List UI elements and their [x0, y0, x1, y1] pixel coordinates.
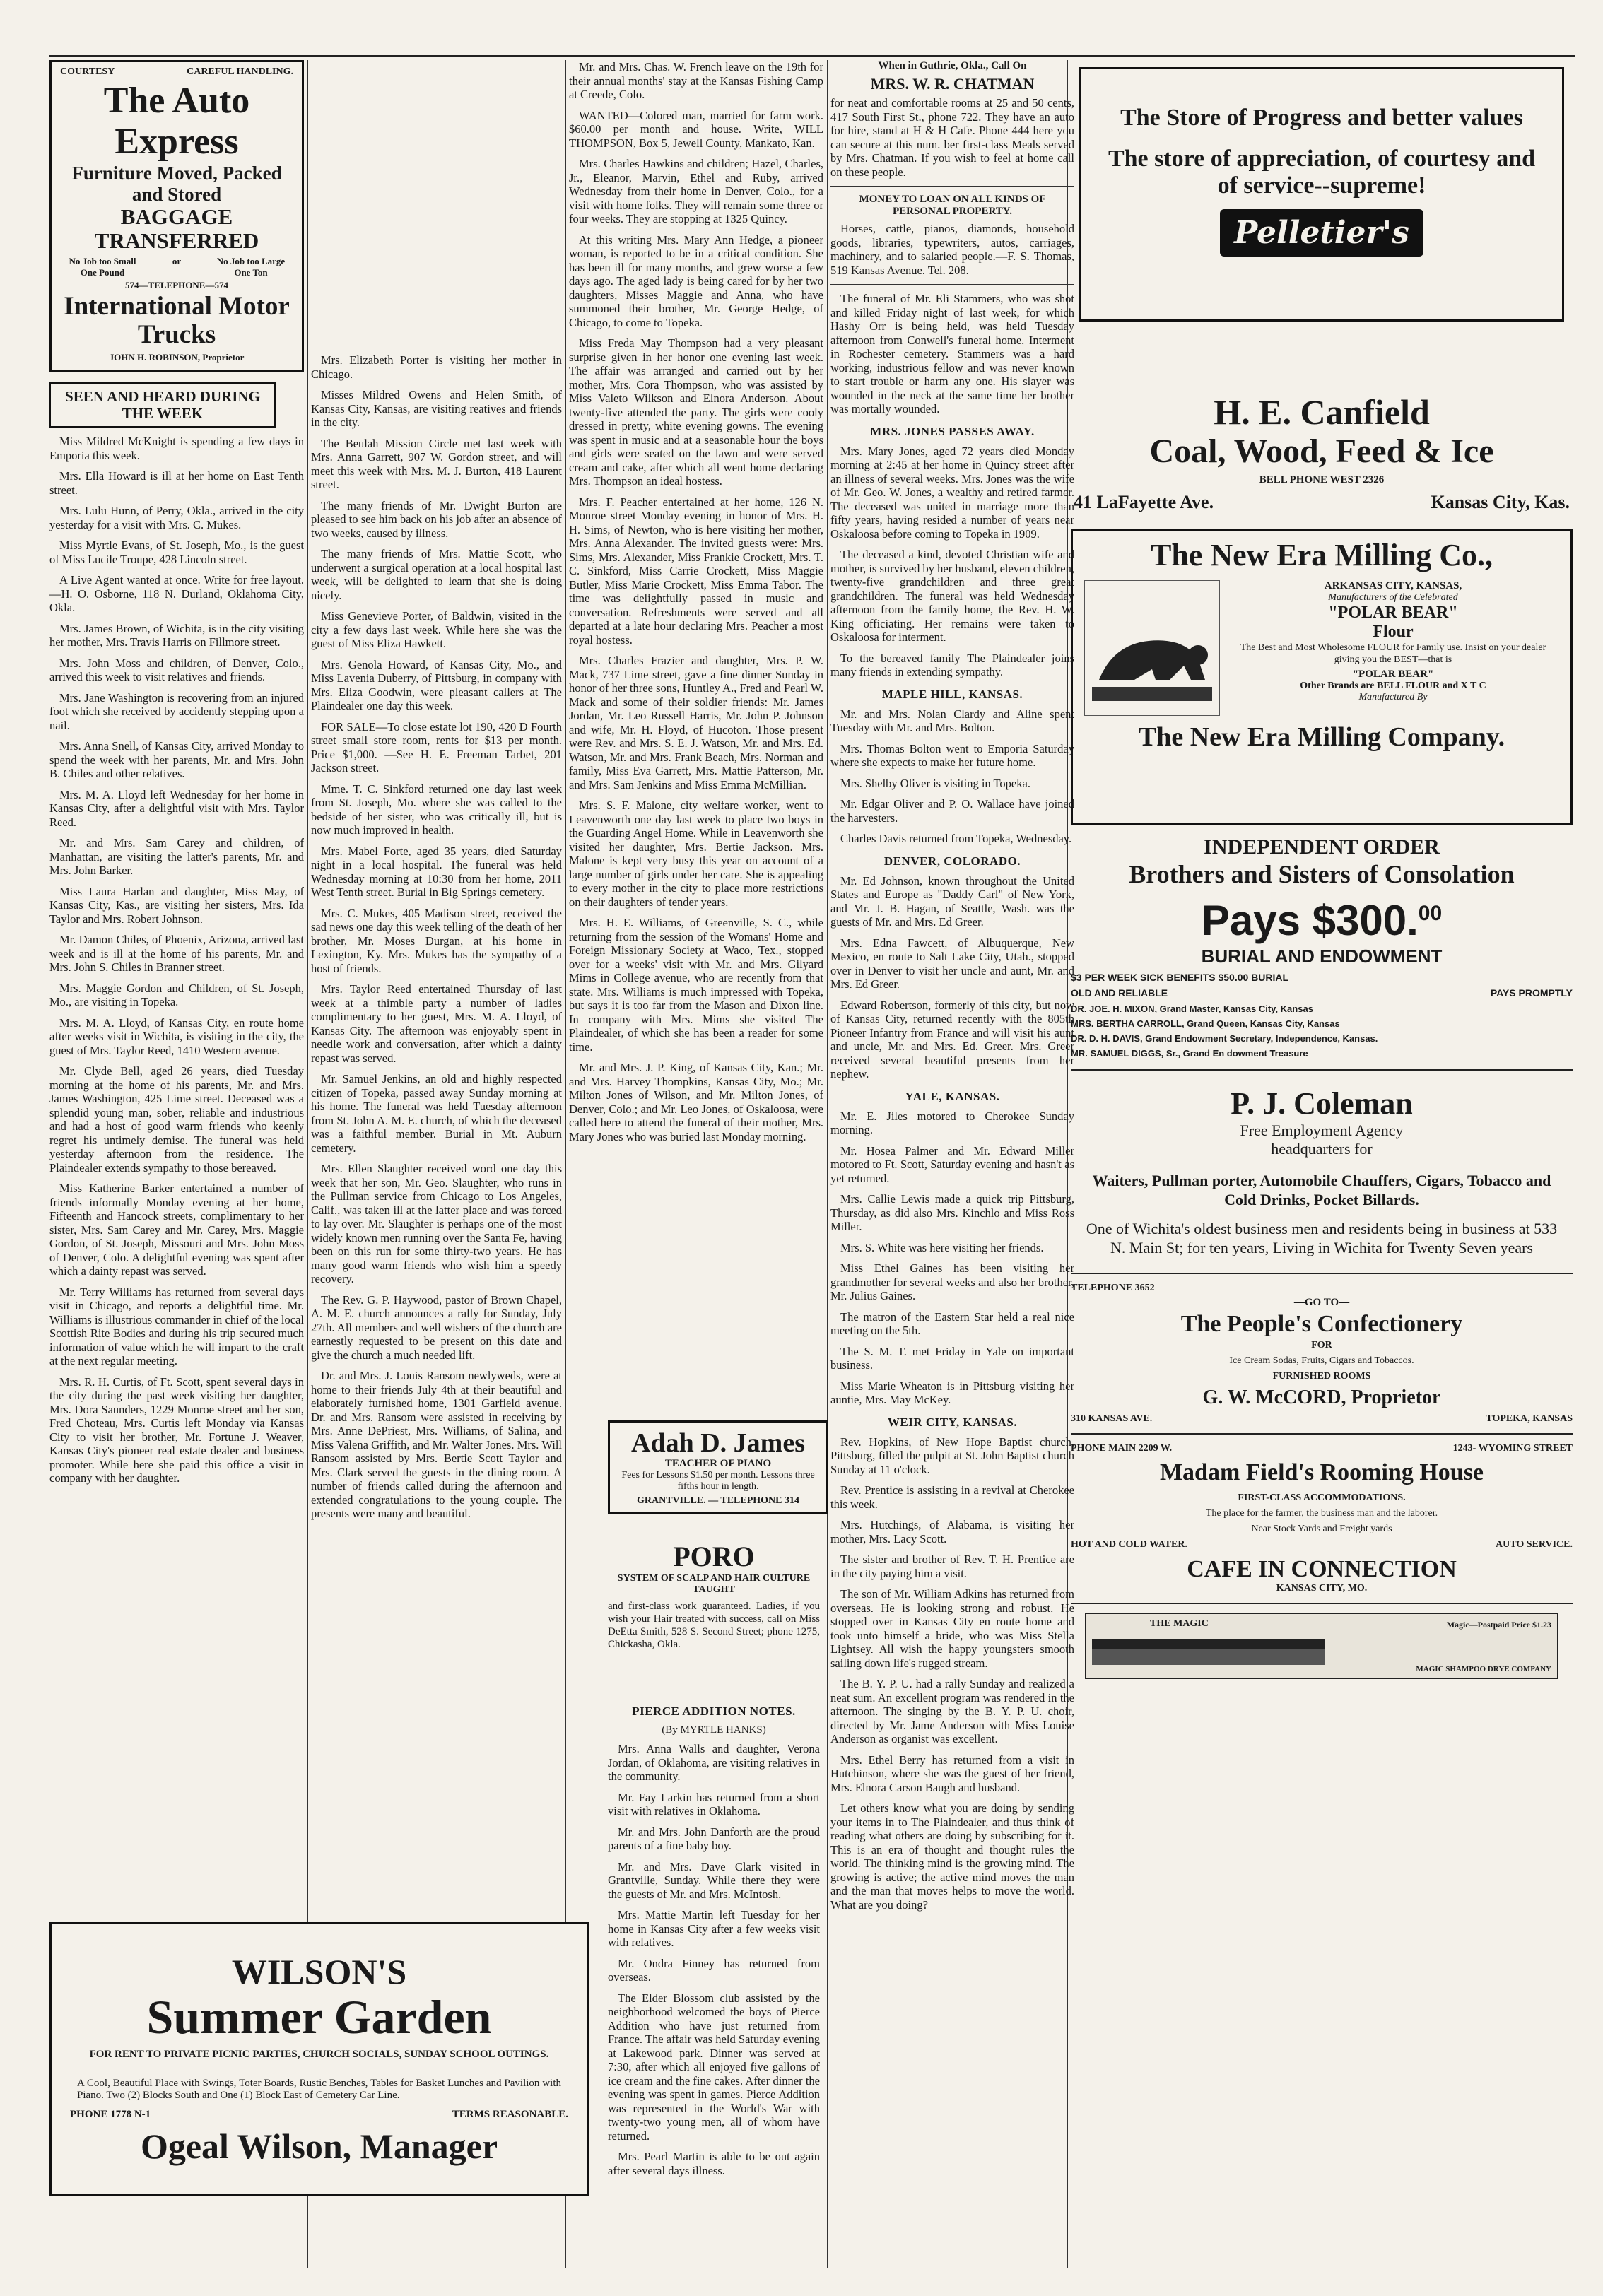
column-5 — [1071, 60, 1573, 2268]
conf-owner: G. W. McCORD, Proprietor — [1202, 1387, 1441, 1408]
news-item: The funeral of Mr. Eli Stammers, who was shot and killed Friday night of last week, for which Hashy Orr is being held, was held Tuesday afternoon from Conwell's funeral home. Interment in Rochester cemetery. Stammers was a hard working, industrious fellow and was never known to start trouble or harm any one. His slayer was wounded in the neck at the same time her brother was mortally wounded. — [830, 292, 1074, 416]
news-item: To the bereaved family The Plaindealer joins many friends in extending sympathy. — [830, 651, 1074, 678]
conf-telephone: TELEPHONE 3652 — [1071, 1283, 1155, 1293]
wilson-title: Summer Garden — [146, 1990, 492, 2044]
news-item: Mr. Ondra Finney has returned from overseas. — [608, 1956, 820, 1984]
pelletier-line1: The Store of Progress and better values — [1120, 105, 1523, 131]
canfield-city: Kansas City, Kas. — [1431, 492, 1570, 512]
divider — [830, 186, 1074, 187]
news-item: WANTED—Colored man, married for farm work. $60.00 per month and house. Write, WILL THOMPSON, Box 5, Jewell County, Mankato, Kan. — [569, 108, 823, 150]
pelletier-ad — [1079, 67, 1564, 322]
pelletier-logo: Pelletier's — [1220, 209, 1423, 257]
new-era-mfd: Manufactured By — [1358, 692, 1428, 702]
canfield-phone: BELL PHONE WEST 2326 — [1259, 474, 1385, 485]
news-item: Mr. and Mrs. J. P. King, of Kansas City, Kan.; Mr. and Mrs. Harvey Thompkins, Kansas City, Mo.; Mr. Milton Jones of Wilson, and Mr. Milton Jones, of Denver, Colo.; and Mr. Leo Jones, of Oskaloosa, were called here to attend the funeral of their mother, Mrs. Mary Jones who was buried last Monday morning. — [569, 1061, 823, 1143]
news-item: Mr. and Mrs. Sam Carey and children, of Manhattan, are visiting the latter's parents, Mr. and Mrs. John Barker. — [49, 836, 304, 877]
wilson-desc: A Cool, Beautiful Place with Swings, Toter Boards, Rustic Benches, Tables for Basket Lunches and Pavilion with Piano. Two (2) Blocks South and One (1) Block East of Cemetery Car Line. — [77, 2078, 561, 2101]
news-item: Mrs. M. A. Lloyd left Wednesday for her home in Kansas City, after a delightful visit with Mrs. Taylor Reed. — [49, 787, 304, 829]
canfield-ad — [1071, 392, 1573, 513]
coleman-name: P. J. Coleman — [1231, 1086, 1413, 1121]
divider — [1071, 1433, 1573, 1435]
jones-heading: MRS. JONES PASSES AWAY. — [870, 424, 1035, 438]
column-4 — [830, 60, 1074, 2268]
news-item: Miss Genevieve Porter, of Baldwin, visited in the city a few days last week. While here she was the guest of Miss Eliza Hawkett. — [311, 609, 562, 650]
money-head: MONEY TO LOAN ON ALL KINDS OF PERSONAL PROPERTY. — [859, 194, 1046, 217]
field-near: Near Stock Yards and Freight yards — [1251, 1524, 1392, 1534]
news-item: Mr. Ed Johnson, known throughout the United States and Europe as "Daddy Carl" of New York, and Mr. J. B. Hagan, of Seattle, Wash. was the guests of Mr. and Mrs. Ed Greer. — [830, 873, 1074, 929]
pelletier-line2: The store of appreciation, of courtesy and of service--supreme! — [1108, 146, 1536, 199]
adah-name: Adah D. James — [631, 1428, 805, 1458]
seen-heard-heading: SEEN AND HEARD DURING THE WEEK — [49, 382, 276, 428]
poro-title: PORO — [673, 1541, 755, 1572]
pierce-byline: (By MYRTLE HANKS) — [662, 1724, 766, 1736]
field-first: FIRST-CLASS ACCOMMODATIONS. — [1238, 1493, 1406, 1503]
new-era-milling-ad — [1071, 529, 1573, 825]
news-item: Mrs. C. Mukes, 405 Madison street, received the sad news one day this week telling of the death of her brother, Mr. Moses Durgan, at his home in Lexington, Ky. Mrs. Mukes has the sympathy of a host of friends. — [311, 906, 562, 975]
news-item: Mrs. F. Peacher entertained at her home, 126 N. Monroe street Monday evening in honor of Mrs. H. H. Sims, of Newton, who is here visiting her mother, Mrs. Anna Alexander. The invited guests were: Mrs. Sims, Mrs. Alexander, Miss Frankie Crockett, Mrs. T. C. Sinkford, Miss Carrie Crockett, Miss Maggie Butler, Miss Marie Crockett, Miss Emma Tabor. The time was delightfully passed in music and conversation. Refreshments were served and all departed at a late hour declaring Mrs. Peacher a most royal hostess. — [569, 495, 823, 647]
news-item: Mr. Clyde Bell, aged 26 years, died Tuesday morning at the home of his parents, Mr. and Mrs. James Washington, 425 Lime street. Deceased was a splendid young man, sober, reliable and industrious and had a host of good warm friends who keenly regret his untimely demise. The funeral was held yesterday afternoon from the residence. The Plaindealer extends sympathy to those bereaved. — [49, 1064, 304, 1175]
wilson-manager: Ogeal Wilson, Manager — [140, 2126, 498, 2166]
or-label: or — [172, 256, 182, 266]
poro-sub: SYSTEM OF SCALP AND HAIR CULTURE TAUGHT — [617, 1573, 811, 1595]
weir-heading: WEIR CITY, KANSAS. — [887, 1415, 1018, 1429]
news-item: The Elder Blossom club assisted by the neighborhood welcomed the boys of Pierce Addition who have just returned from France. The affair was held Saturday evening at Lakewood park. Dinner was served at 7:30, after which all enjoyed five gallons of ice cream and the fine cakes. After dinner the evening was spent in games. Pierce Addition was represented in the World's War with twenty-two young men, all of whom have returned. — [608, 1991, 820, 2143]
order-cents: 00 — [1418, 902, 1443, 925]
small-job-note: No Job too Small One Pound — [69, 256, 136, 278]
order-benefits: $3 PER WEEK SICK BENEFITS $50.00 BURIAL — [1071, 972, 1289, 983]
news-item: Mme. T. C. Sinkford returned one day last week from St. Joseph, Mo. where she was called to the bedside of her sister, who was critically ill, but is now much improved in health. — [311, 782, 562, 837]
divider — [1071, 1603, 1573, 1604]
new-era-other: Other Brands are BELL FLOUR and X T C — [1300, 681, 1486, 691]
order-prompt: PAYS PROMPTLY — [1490, 987, 1573, 999]
money-body: Horses, cattle, pianos, diamonds, household goods, libraries, typewriters, autos, carriages, machinery, and to salaried people.—F. S. Thomas, 519 Kansas Avenue. Tel. 208. — [830, 222, 1074, 277]
divider — [830, 284, 1074, 285]
news-item: Mrs. Mattie Martin left Tuesday for her home in Kansas City after a few weeks visit with relatives. — [608, 1908, 820, 1949]
news-item: Mr. Terry Williams has returned from several days visit in Chicago, and reports a delightful time. Mr. Williams is illustrious commander in chief of the local Scottish Rite Bodies and during his trip secured much information of value which he will impart to the craft at the next regular meeting. — [49, 1285, 304, 1367]
coleman-ad — [1071, 1079, 1573, 1264]
news-item: Charles Davis returned from Topeka, Wednesday. — [840, 832, 1072, 845]
new-era-bottom: The New Era Milling Company. — [1138, 722, 1505, 752]
new-era-location: ARKANSAS CITY, KANSAS, — [1324, 580, 1462, 591]
conf-items: Ice Cream Sodas, Fruits, Cigars and Tobaccos. — [1229, 1355, 1414, 1366]
denver-heading: DENVER, COLORADO. — [883, 854, 1021, 868]
news-item: Mrs. John Moss and children, of Denver, Colo., arrived this week to visit relatives and friends. — [49, 656, 304, 683]
chatman-name: MRS. W. R. CHATMAN — [870, 75, 1035, 93]
magic-label: THE MAGIC — [1150, 1618, 1209, 1629]
news-item: Mr. Samuel Jenkins, an old and highly respected citizen of Topeka, passed away Sunday morning at his home. The funeral was held Tuesday afternoon from St. John A. M. E. church, of which the deceased was a faithful member. Burial in Mt. Auburn cemetery. — [311, 1072, 562, 1155]
conf-for: FOR — [1311, 1340, 1332, 1350]
order-pays: Pays $300. — [1201, 897, 1419, 944]
news-item: Mr. Damon Chiles, of Phoenix, Arizona, arrived last week and is ill at the home of his parents, Mr. and Mrs. John S. Chiles in Branner street. — [49, 933, 304, 974]
magic-price: Magic—Postpaid Price $1.23 — [1446, 1620, 1551, 1630]
adah-address: GRANTVILLE. — TELEPHONE 314 — [636, 1495, 799, 1506]
order-officer: DR. D. H. DAVIS, Grand Endowment Secretary, Independence, Kansas. — [1071, 1033, 1378, 1044]
field-rooming-ad — [1071, 1443, 1573, 1594]
news-item: The sister and brother of Rev. T. H. Prentice are in the city paying him a visit. — [830, 1553, 1074, 1580]
news-item: Mrs. S. White was here visiting her friends. — [840, 1240, 1044, 1254]
poro-ad — [608, 1541, 820, 1651]
new-era-title: The New Era Milling Co., — [1151, 538, 1493, 572]
news-item: Edward Robertson, formerly of this city, but now of Kansas City, returned recently with the 805th Pioneer Infantry from France and will visit his aunt and uncle, Mr. and Mrs. Ed. Greer. Mrs. Greer received several beautiful presents from her nephew. — [830, 998, 1074, 1081]
news-item: Miss Ethel Gaines has been visiting her grandmother for several weeks and also her brother, Mr. Julius Gaines. — [830, 1261, 1074, 1302]
conf-address: 310 KANSAS AVE. — [1071, 1413, 1153, 1424]
news-item: Mrs. S. F. Malone, city welfare worker, went to Leavenworth one day last week to place two boys in the Guarding Angel Home. While in Leavenworth she visited her daughter, Mrs. Bertie Jackson. Mrs. Malone is kept very busy this year on account of a large number of girls under her care. She is appealing to every mother in the city to place more restrictions on their daughters of tender years. — [569, 799, 823, 909]
news-item: Rev. Prentice is assisting in a revival at Cherokee this week. — [830, 1483, 1074, 1511]
news-item: Mrs. Jane Washington is recovering from an injured foot which she received by accidently stepping upon a nail. — [49, 690, 304, 732]
news-item: Mrs. Ella Howard is ill at her home on East Tenth street. — [49, 469, 304, 497]
field-street: 1243- WYOMING STREET — [1452, 1443, 1573, 1454]
field-city: KANSAS CITY, MO. — [1276, 1583, 1368, 1594]
canfield-address: 41 LaFayette Ave. — [1074, 492, 1214, 512]
news-item: Mrs. Hutchings, of Alabama, is visiting her mother, Mrs. Lacy Scott. — [830, 1518, 1074, 1546]
divider — [1071, 1273, 1573, 1274]
wilson-summer-garden-ad — [49, 1922, 589, 2196]
news-item: Mrs. Mabel Forte, aged 35 years, died Saturday night in a local hospital. The funeral was held Wednesday morning at 10:30 from her home, 2011 West Tenth street. Burial in Big Springs cemetery. — [311, 844, 562, 899]
magic-shampoo-ad — [1085, 1613, 1558, 1679]
news-item: Mrs. Pearl Martin is able to be out again after several days illness. — [608, 2150, 820, 2177]
news-item: Mrs. Charles Hawkins and children; Hazel, Charles, Jr., Eleanor, Marvin, Ethel and Ruby, arrived Wednesday from their home in Denver, Colo., for a visit with home folks. They will remain some three or four weeks. They are stopping at 1325 Quincy. — [569, 157, 823, 225]
news-item: Mrs. Anna Snell, of Kansas City, arrived Monday to spend the week with her parents, Mr. and Mrs. John B. Chiles and other relatives. — [49, 739, 304, 780]
news-item: Mrs. Edna Fawcett, of Albuquerque, New Mexico, en route to Salt Lake City, Utah., stopped over in Denver to visit her uncle and aunt, Mr. and Mrs. Ed Greer. — [830, 936, 1074, 991]
polar-bear-illustration — [1084, 580, 1220, 716]
order-old: OLD AND RELIABLE — [1071, 987, 1168, 999]
magic-comb-illustration — [1092, 1632, 1332, 1675]
news-item: Mrs. Mary Jones, aged 72 years died Monday morning at 2:45 at her home in Quincy street after an illness of several weeks. Mrs. Jones was the wife of Mr. Geo. W. Jones, a wealthy and retired farmer. The deceased was united in marriage more than fifty years, having resided a number of years near Oskaloosa before coming to Topeka in 1909. — [830, 444, 1074, 541]
news-item: Mrs. Anna Walls and daughter, Verona Jordan, of Oklahoma, are visiting relatives in the community. — [608, 1742, 820, 1783]
seen-heard-list — [49, 435, 304, 1485]
news-item: The son of Mr. William Adkins has returned from overseas. He is looking strong and robust. He stopped over in Kansas City en route home and took unto himself a bride, who was Miss Stella Lightsey. All wish the happy youngsters smooth sailing down life's rugged stream. — [830, 1587, 1074, 1670]
news-item: Mrs. Lulu Hunn, of Perry, Okla., arrived in the city yesterday for a visit with Mrs. C. Mukes. — [49, 504, 304, 531]
conf-goto: —GO TO— — [1293, 1297, 1350, 1308]
column-rule — [827, 60, 828, 2268]
conf-name: The People's Confectionery — [1180, 1311, 1463, 1337]
news-item: Misses Mildred Owens and Helen Smith, of Kansas City, Kansas, are visiting reatives and friends in the city. — [311, 388, 562, 429]
news-item: Miss Freda May Thompson had a very pleasant surprise given in her honor one evening last week. The affair was arranged and carried out by her mother, Mrs. Cora Thompson, who was assisted by Miss Valeto Wilkson and Elnora Anderson. About twenty-five attended the party. The girls were cooly dressed in pretty, white evening gowns. The evening was spent in music and at a seasonable hour the boys and girls were seated on the lawn and were served cream and cake, after which all went home declaring Mrs. Thompson an ideal hostess. — [569, 336, 823, 488]
news-item: Mrs. Charles Frazier and daughter, Mrs. P. W. Mack, 737 Lime street, gave a fine dinner Sunday in honor of her three sons, Huntley A., Fred and Pearl W. Mack and some of their soldier friends: Mr. James Jordan, Mr. Leo Russell Harris, Mr. John P. Johnson and wife, Mr. H. Floyd, of Hucoton. Those present were Rev. and Mrs. S. E. J. Watson, Mr. and Mrs. Ed. Watson, Mr. and Mrs. Frank Beach, Mrs. Norman and family, Miss Eva Garrett, Mrs. Mattie Patterson, Mr. and Mrs. Sam Jenkins and Miss Emma McMillian. — [569, 654, 823, 791]
order-officer: MR. SAMUEL DIGGS, Sr., Grand En dowment Treasure — [1071, 1048, 1308, 1059]
coleman-hq: headquarters for — [1271, 1140, 1373, 1158]
new-era-brand: "POLAR BEAR" — [1328, 604, 1458, 622]
news-item: The S. M. T. met Friday in Yale on important business. — [830, 1344, 1074, 1372]
auto-express-title: The Auto Express — [103, 81, 250, 162]
news-item: Mr. and Mrs. Nolan Clardy and Aline spent Tuesday with Mr. and Mrs. Bolton. — [830, 707, 1074, 734]
field-phone: PHONE MAIN 2209 W. — [1071, 1443, 1173, 1454]
news-item: Mr. and Mrs. Chas. W. French leave on the 19th for their annual months' stay at the Kansas Fishing Camp at Creede, Colo. — [569, 60, 823, 101]
order-head2: Brothers and Sisters of Consolation — [1129, 860, 1515, 888]
field-name: Madam Field's Rooming House — [1159, 1459, 1484, 1485]
news-item: Mrs. Genola Howard, of Kansas City, Mo., and Miss Lavenia Duberry, of Pittsburg, in company with Mrs. Eliza Goodwin, were pleasant callers at The Plaindealer one day this week. — [311, 657, 562, 712]
news-item: Miss Laura Harlan and daughter, Miss May, of Kansas City, Kas., are visiting her sisters, Mrs. Ida Taylor and Mrs. Robert Johnson. — [49, 884, 304, 926]
news-item: Mrs. Thomas Bolton went to Emporia Saturday where she expects to make her future home. — [830, 741, 1074, 769]
large-job-note: No Job too Large One Ton — [216, 256, 286, 278]
wilson-terms: TERMS REASONABLE. — [452, 2109, 568, 2120]
poro-body: and first-class work guaranteed. Ladies, if you wish your Hair treated with success, call on Miss DeEtta Smith, 528 S. Second Street; phone 1275, Chickasha, Okla. — [608, 1601, 820, 1650]
new-era-desc: The Best and Most Wholesome FLOUR for Family use. Insist on your dealer giving you the BEST—that is — [1240, 642, 1546, 665]
auto-express-line2: BAGGAGE TRANSFERRED — [94, 204, 259, 253]
field-cafe: CAFE IN CONNECTION — [1187, 1556, 1457, 1582]
field-water: HOT AND COLD WATER. — [1071, 1539, 1187, 1550]
adah-james-ad — [608, 1420, 828, 1514]
adah-fees: Fees for Lessons $1.50 per month. Lessons three fifths hour in length. — [621, 1470, 815, 1492]
canfield-name: H. E. Canfield — [1214, 392, 1430, 432]
trucks-title: International Motor Trucks — [64, 292, 290, 349]
news-item: The many friends of Mrs. Mattie Scott, who underwent a surgical operation at a local hospital last week, will be delighted to learn that she is doing nicely. — [311, 547, 562, 602]
column-2 — [311, 353, 562, 1900]
money-loan-ad — [830, 194, 1074, 277]
consolation-order-ad — [1071, 835, 1573, 1061]
order-burial: BURIAL AND ENDOWMENT — [1201, 946, 1443, 967]
peoples-confectionery-ad — [1071, 1283, 1573, 1425]
auto-express-line1: Furniture Moved, Packed and Stored — [71, 163, 282, 205]
news-item: Miss Marie Wheaton is in Pittsburg visiting her auntie, Mrs. May McKey. — [830, 1379, 1074, 1406]
news-item: The B. Y. P. U. had a rally Sunday and realized a neat sum. An excellent program was rendered in the afternoon. The singing by the B. Y. P. U. choir, directed by Mr. Jame Anderson with Miss Louise Anderson as organist was excellent. — [830, 1677, 1074, 1745]
chatman-head: When in Guthrie, Okla., Call On — [878, 60, 1027, 71]
adah-title: TEACHER OF PIANO — [664, 1458, 772, 1469]
order-officer: MRS. BERTHA CARROLL, Grand Queen, Kansas City, Kansas — [1071, 1018, 1340, 1029]
maple-heading: MAPLE HILL, KANSAS. — [881, 687, 1023, 701]
news-item: Mr. Hosea Palmer and Mr. Edward Miller motored to Ft. Scott, Saturday evening and hasn't as yet returned. — [830, 1143, 1074, 1185]
pierce-heading: PIERCE ADDITION NOTES. — [632, 1705, 796, 1718]
telephone-line: 574—TELEPHONE—574 — [125, 280, 228, 290]
news-item: Mr. Edgar Oliver and P. O. Wallace have joined the harvesters. — [830, 797, 1074, 825]
yale-heading: YALE, KANSAS. — [905, 1089, 1000, 1103]
coleman-list: Waiters, Pullman porter, Automobile Chauffers, Cigars, Tobacco and Cold Drinks, Pocket Billards. — [1092, 1172, 1551, 1208]
news-item: FOR SALE—To close estate lot 190, 420 D Fourth street small store room, rents for $13 per month. Price $1,000. —See H. E. Freeman Tarbet, 201 Jackson street. — [311, 719, 562, 775]
news-item: Mr. and Mrs. John Danforth are the proud parents of a fine baby boy. — [608, 1825, 820, 1852]
auto-express-ad — [49, 60, 304, 372]
wilson-name: WILSON'S — [231, 1952, 407, 1991]
wilson-phone: PHONE 1778 N-1 — [70, 2109, 151, 2120]
field-place: The place for the farmer, the business man and the laborer. — [1205, 1508, 1438, 1519]
order-head1: INDEPENDENT ORDER — [1204, 835, 1440, 859]
courtesy-label: COURTESY — [60, 66, 115, 77]
news-item: Mr. E. Jiles motored to Cherokee Sunday morning. — [830, 1109, 1074, 1136]
news-item: Mr. and Mrs. Dave Clark visited in Grantville, Sunday. While there they were the guests of Mr. and Mrs. McIntosh. — [608, 1859, 820, 1901]
news-item: Mrs. James Brown, of Wichita, is in the city visiting her mother, Mrs. Travis Harris on Fillmore street. — [49, 621, 304, 649]
news-item: Miss Katherine Barker entertained a number of friends informally Monday evening at her home, Fifteenth and Hancock streets, complimentary to her sister, Mrs. Sam Carey and Mr. Carey, Mrs. Maggie Gordon, of St. Joseph, Missouri and Mrs. John Moss of Denver, Colo. A delightful evening was spent after which a dainty repast was served. — [49, 1182, 304, 1278]
news-item: Miss Myrtle Evans, of St. Joseph, Mo., is the guest of Miss Lucile Troupe, 428 Lincoln street. — [49, 538, 304, 566]
field-auto: AUTO SERVICE. — [1496, 1539, 1573, 1550]
news-item: Mrs. Maggie Gordon and Children, of St. Joseph, Mo., are visiting in Topeka. — [49, 981, 304, 1008]
news-item: Mrs. M. A. Lloyd, of Kansas City, en route home after weeks visit in Wichita, is visiting in the city, the guest of Mrs. Taylor Reed, 1410 Western avenue. — [49, 1015, 304, 1057]
news-item: Let others know what you are doing by sending your items in to The Plaindealer, and thus think of reading what others are doing by subscribing for it. This is an era of thought and thought rules the world. The thinking mind is the growing mind. The growing is active; the active mind moves the man and the man that moves helps to move the world. What are you doing? — [830, 1801, 1074, 1912]
chatman-body: for neat and comfortable rooms at 25 and 50 cents, 417 South First St., phone 722. They have an auto for hire, stand at H & H Cafe. Phone 444 here you can secure at this num. ber first-class Meals served by Mrs. Chatman. If you wish to feel at home call on these people. — [830, 96, 1074, 179]
conf-city: TOPEKA, KANSAS — [1486, 1413, 1573, 1424]
divider — [1071, 1069, 1573, 1071]
news-item: At this writing Mrs. Mary Ann Hedge, a pioneer woman, is reported to be in a critical condition. She has been ill for many months, and grew worse a few days ago. The aged lady is being cared for by her two daughters, Misses Maggie and Anna, who have summoned their brother, Mr. George Hedge, of Chicago, to come to Topeka. — [569, 232, 823, 329]
news-item: Rev. Hopkins, of New Hope Baptist church, Pittsburg, filled the pulpit at St. John Baptist church Sunday at 11 o'clock. — [830, 1435, 1074, 1476]
new-era-brand2: "POLAR BEAR" — [1352, 669, 1434, 680]
news-item: Mr. Fay Larkin has returned from a short visit with relatives in Oklahoma. — [608, 1790, 820, 1818]
news-item: Mrs. Elizabeth Porter is visiting her mother in Chicago. — [311, 353, 562, 381]
pierce-notes — [608, 1696, 820, 2268]
coleman-desc: One of Wichita's oldest business men and residents being in business at 533 N. Main St; for ten years, Living in Wichita for Twenty Seven years — [1086, 1220, 1558, 1256]
wilson-rent: FOR RENT TO PRIVATE PICNIC PARTIES, CHURCH SOCIALS, SUNDAY SCHOOL OUTINGS. — [89, 2049, 549, 2060]
news-item: Mrs. Ellen Slaughter received word one day this week that her son, Mr. Geo. Slaughter, who runs in the Pullman service from Chicago to Los Angeles, Calif., was taken ill at the latter place and was forced to lay over. Mr. Slaughter is perhaps one of the most widely known men running over the Santa Fe, having been on this run for some thirty-two years. He has many good warm friends who wish him a speedy recovery. — [311, 1162, 562, 1285]
proprietor-line: JOHN H. ROBINSON, Proprietor — [109, 352, 245, 363]
order-officer: DR. JOE. H. MIXON, Grand Master, Kansas City, Kansas — [1071, 1003, 1313, 1014]
news-item: Mrs. R. H. Curtis, of Ft. Scott, spent several days in the city during the past week visiting her daughter, Mrs. Dora Saunders, 1229 Monroe street and her son, Fred Choteau, Mrs. Curtis left Monday via Kansas City to visit her brother, Mr. Fortune J. Weaver, Kansas City's pioneer real estate dealer and business promoter. While here she paid this office a visit in company with her daughter. — [49, 1374, 304, 1485]
news-item: Miss Mildred McKnight is spending a few days in Emporia this week. — [49, 435, 304, 462]
news-item: Mrs. Ethel Berry has returned from a visit in Hutchinson, where she was the guest of her friend, Mrs. Elnora Carson Baugh and husband. — [830, 1753, 1074, 1794]
news-item: A Live Agent wanted at once. Write for free layout.—H. O. Osborne, 118 N. Durland, Oklahoma City, Okla. — [49, 573, 304, 614]
news-item: The many friends of Mr. Dwight Burton are pleased to see him back on his job after an absence of two weeks, caused by illness. — [311, 498, 562, 540]
new-era-mfr: Manufacturers of the Celebrated — [1328, 592, 1458, 603]
coleman-agency: Free Employment Agency — [1240, 1121, 1404, 1139]
top-rule — [49, 55, 1575, 57]
careful-label: CAREFUL HANDLING. — [187, 66, 293, 77]
news-item: The Rev. G. P. Haywood, pastor of Brown Chapel, A. M. E. church announces a rally for Sunday, July 27th. All members and well wishers of the church are earnestly requested to be present on this date and give the church a much needed lift. — [311, 1293, 562, 1362]
chatman-ad — [830, 60, 1074, 179]
news-item: Mrs. Callie Lewis made a quick trip Pittsburg, Thursday, as did also Mrs. Kinchlo and Miss Ross Miller. — [830, 1192, 1074, 1233]
news-item: The matron of the Eastern Star held a real nice meeting on the 5th. — [830, 1309, 1074, 1337]
canfield-title: Coal, Wood, Feed & Ice — [1149, 432, 1494, 470]
news-item: Mrs. Shelby Oliver is visiting in Topeka. — [840, 776, 1030, 790]
new-era-flour: Flour — [1373, 623, 1414, 641]
news-item: The Beulah Mission Circle met last week with Mrs. Anna Garrett, 907 W. Gordon street, and will meet this week with Mrs. M. J. Burton, 418 Laurent street. — [311, 436, 562, 491]
news-item: Mrs. H. E. Williams, of Greenville, S. C., while returning from the session of the Womans' Home and Foreign Missionary Society at Waco, Tex., stopped over for a weeks' visit with Mr. and Mrs. Gilyard Mims in College avenue, who are recently from that state. Mrs. Williams is much impressed with Topeka, but says it is too far from the Mason and Dixon line. In company with Mrs. Mims she visited The Plaindealer, of which she has been a reader for some time. — [569, 916, 823, 1054]
conf-rooms: FURNISHED ROOMS — [1272, 1371, 1371, 1382]
magic-company: MAGIC SHAMPOO DRYE COMPANY — [1416, 1665, 1551, 1673]
news-item: Mrs. Taylor Reed entertained Thursday of last week at a thimble party a number of ladies complimentary to her guest, Mrs. M. A. Lloyd, of Kansas City. The afternoon was enjoyably spent in needle work and conversation, after which a dainty repast was served. — [311, 982, 562, 1065]
news-item: The deceased a kind, devoted Christian wife and mother, is survived by her husband, eleven children, twenty-five grandchildren and three great grandchildren. The funeral was held Wednesday afternoon from the family home, the Rev. H. W. King officiating. Her remains were taken to Oskaloosa for interment. — [830, 548, 1074, 644]
news-item: Dr. and Mrs. J. Louis Ransom newlyweds, were at home to their friends July 4th at their beautiful and elaborately furnished home, 1301 Garfield avenue. Dr. and Mrs. Ransom were assisted in receiving by Mrs. Anne DePriest, Mrs. Williams, of Salina, and Miss Valena Griffith, and Mr. Walter Jones. Mrs. Will Ransom assisted by Mrs. Bertie Scott Taylor and Mrs. Clark served the guests in the dining room. A number of friends called during the afternoon and extended congratulations to the young couple. The presents were many and beautiful. — [311, 1369, 562, 1520]
